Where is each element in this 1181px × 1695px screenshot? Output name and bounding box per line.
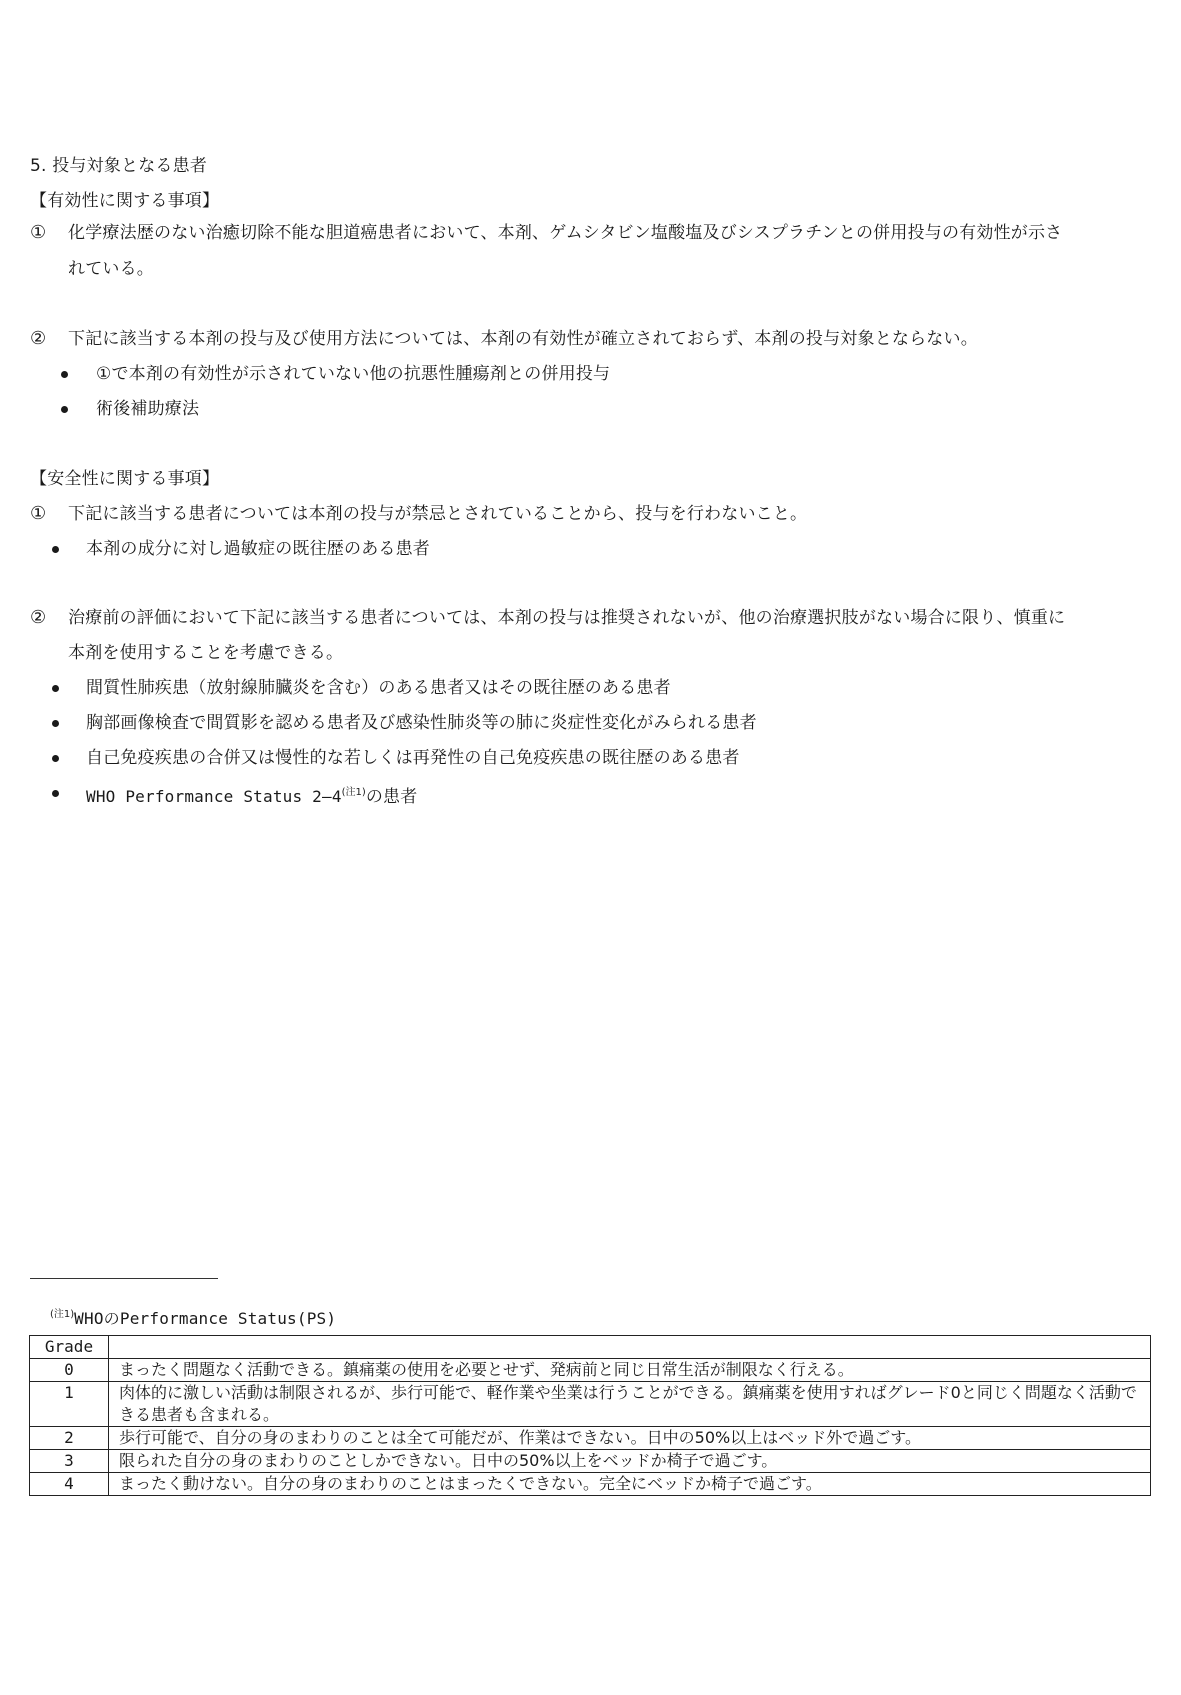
- safety-item1-bullet-1: 本剤の成分に対し過敏症の既往歴のある患者: [86, 539, 430, 559]
- bullet-dot: [61, 371, 68, 378]
- table-row: [30, 1450, 1151, 1473]
- description-cell: 肉体的に激しい活動は制限されるが、歩行可能で、軽作業や坐業は行うことができる。鎮痛薬を使用すればグレード0と同じく問題なく活動できる患者も含まれる。: [109, 1382, 1151, 1427]
- safety-item2-line2: 本剤を使用することを考慮できる。: [68, 643, 344, 663]
- description-cell: 限られた自分の身のまわりのことしかできない。日中の50%以上をベッドか椅子で過ごす。: [109, 1450, 1151, 1473]
- efficacy-item1-line2: れている。: [68, 259, 154, 279]
- table-row: [30, 1382, 1151, 1427]
- grade-header: Grade: [30, 1336, 109, 1359]
- efficacy-heading: 【有効性に関する事項】: [30, 191, 220, 211]
- safety-item1-line1: 下記に該当する患者については本剤の投与が禁忌とされていることから、投与を行わないこと。: [68, 504, 808, 524]
- efficacy-item2-bullet-1: ①で本剤の有効性が示されていない他の抗悪性腫瘍剤との併用投与: [96, 364, 611, 384]
- footnote-ref: (注1): [341, 787, 366, 798]
- description-cell: まったく問題なく活動できる。鎮痛薬の使用を必要とせず、発病前と同じ日常生活が制限なく行える。: [109, 1359, 1151, 1382]
- description-header: [109, 1336, 1151, 1359]
- bullet-dot: [61, 406, 68, 413]
- footnote-title: [50, 1304, 336, 1330]
- grade-cell: 0: [30, 1359, 109, 1382]
- efficacy-item1-marker: ①: [30, 222, 47, 243]
- ps-range-text: WHO Performance Status 2—4: [86, 787, 342, 806]
- grade-cell: 2: [30, 1427, 109, 1450]
- safety-heading: 【安全性に関する事項】: [30, 469, 220, 489]
- footnote-divider: [30, 1278, 218, 1279]
- ps-table: [29, 1335, 1151, 1496]
- safety-item2-bullet-1: 間質性肺疾患（放射線肺臓炎を含む）のある患者又はその既往歴のある患者: [86, 678, 671, 698]
- table-row: [30, 1427, 1151, 1450]
- safety-item2-line1: 治療前の評価において下記に該当する患者については、本剤の投与は推奨されないが、他の治療選択肢がない場合に限り、慎重に: [68, 608, 1066, 628]
- safety-item2-bullet-4: [86, 782, 417, 808]
- description-cell: まったく動けない。自分の身のまわりのことはまったくできない。完全にベッドか椅子で過ごす。: [109, 1473, 1151, 1496]
- safety-item2-bullet-2: 胸部画像検査で間質影を認める患者及び感染性肺炎等の肺に炎症性変化がみられる患者: [86, 713, 757, 733]
- footnote-mark: (注1): [50, 1309, 75, 1320]
- section-heading: 5. 投与対象となる患者: [30, 156, 208, 176]
- bullet-dot: [52, 685, 59, 692]
- safety-item2-bullet-3: 自己免疫疾患の合併又は慢性的な若しくは再発性の自己免疫疾患の既往歴のある患者: [86, 748, 740, 768]
- footnote-title-text: WHOのPerformance Status(PS): [74, 1309, 337, 1328]
- bullet-dot: [52, 790, 59, 797]
- table-header-row: [30, 1336, 1151, 1359]
- efficacy-item1-line1: 化学療法歴のない治癒切除不能な胆道癌患者において、本剤、ゲムシタビン塩酸塩及びシスプラチンとの併用投与の有効性が示さ: [68, 223, 1063, 243]
- table-row: [30, 1359, 1151, 1382]
- bullet-dot: [52, 720, 59, 727]
- grade-cell: 3: [30, 1450, 109, 1473]
- bullet-dot: [52, 546, 59, 553]
- table-row: [30, 1473, 1151, 1496]
- bullet-dot: [52, 755, 59, 762]
- efficacy-item2-bullet-2: 術後補助療法: [96, 399, 200, 419]
- efficacy-item2-line1: 下記に該当する本剤の投与及び使用方法については、本剤の有効性が確立されておらず、本剤の投与対象とならない。: [68, 329, 978, 349]
- safety-item1-marker: ①: [30, 503, 47, 524]
- grade-cell: 4: [30, 1473, 109, 1496]
- ps-suffix: の患者: [365, 787, 418, 807]
- description-cell: 歩行可能で、自分の身のまわりのことは全て可能だが、作業はできない。日中の50%以上はベッド外で過ごす。: [109, 1427, 1151, 1450]
- grade-cell: 1: [30, 1382, 109, 1427]
- safety-item2-marker: ②: [30, 607, 47, 628]
- efficacy-item2-marker: ②: [30, 328, 47, 349]
